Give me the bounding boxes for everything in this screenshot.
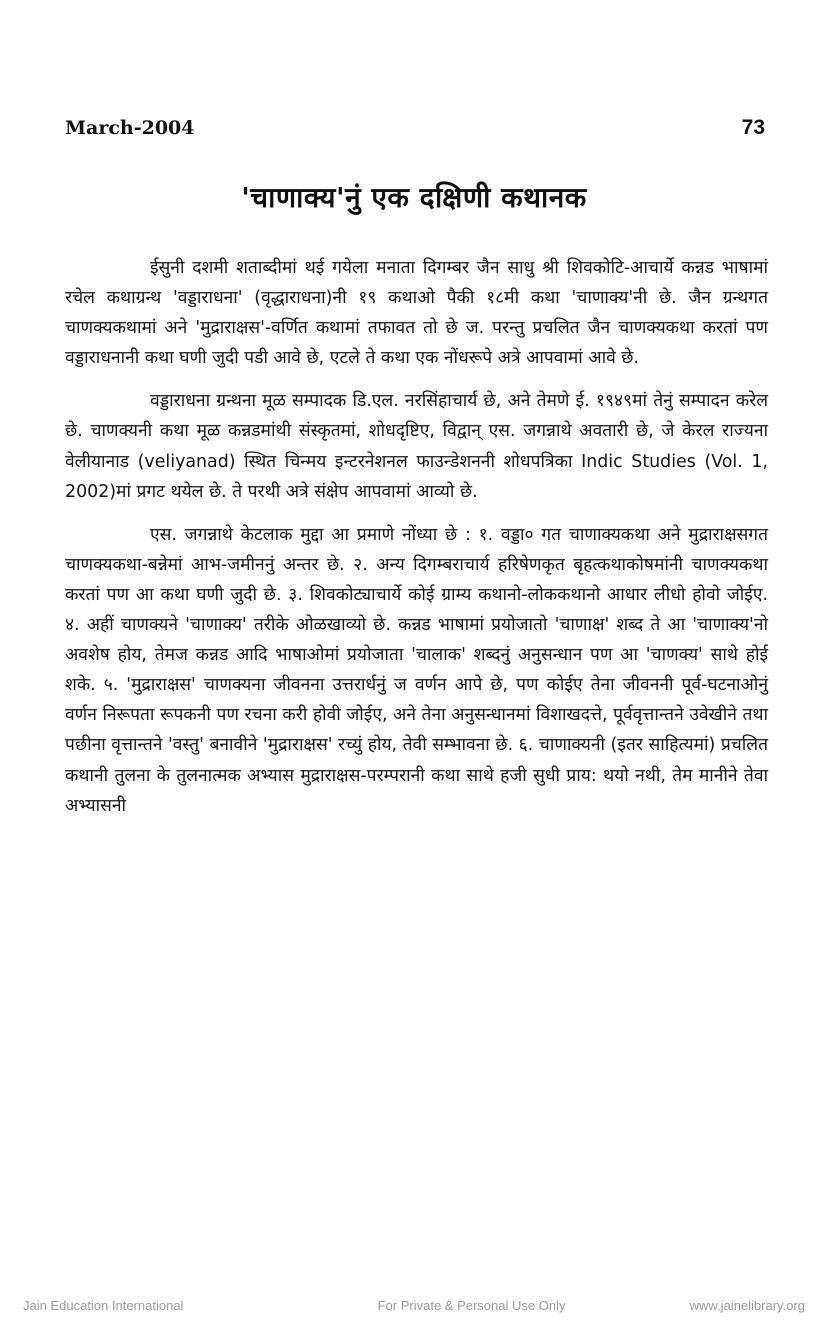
article-body — [65, 253, 768, 834]
article-title: 'चाणाक्य'नुं एक दक्षिणी कथानक — [241, 181, 587, 214]
issue-date: March-2004 — [65, 117, 195, 139]
paragraph-1: ईसुनी दशमी शताब्दीमां थई गयेला मनाता दिगम्बर जैन साधु श्री शिवकोटि-आचार्ये कन्नड भाषामां रचेल कथाग्रन्थ 'वड्डाराधना' (वृद्धाराधना)नी १९ कथाओ पैकी १८मी कथा 'चाणाक्य'नी छे. जैन ग्रन्थगत चाणक्यकथामां अने 'मुद्राराक्षस'-वर्णित कथामां तफावत तो छे ज. परन्तु प्रचलित जैन चाणक्यकथा करतां पण वड्डाराधनानी कथा घणी जुदी पडी आवे छे, एटले ते कथा एक नोंधरूपे अत्रे आपवामां आवे छे. — [65, 258, 768, 369]
page-footer — [23, 1298, 805, 1313]
page-header — [65, 113, 765, 143]
footer-usage-note: For Private & Personal Use Only — [377, 1298, 566, 1313]
footer-website-link[interactable]: www.jainelibrary.org — [689, 1298, 805, 1313]
footer-publisher: Jain Education International — [23, 1298, 184, 1313]
page-number: 73 — [741, 116, 765, 139]
paragraph-3: एस. जगन्नाथे केटलाक मुद्दा आ प्रमाणे नोंध्या छे : १. वड्डा० गत चाणाक्यकथा अने मुद्राराक्षसगत चाणक्यकथा-बन्नेमां आभ-जमीननुं अन्तर छे. २. अन्य दिगम्बराचार्य हरिषेणकृत बृहत्कथाकोषमांनी चाणक्यकथा करतां पण आ कथा घणी जुदी छे. ३. शिवकोट्याचार्ये कोई ग्राम्य कथानो-लोककथानो आधार लीधो होवो जोईए. ४. अहीं चाणक्यने 'चाणाक्य' तरीके ओळखाव्यो छे. कन्नड भाषामां प्रयोजातो 'चाणाक्ष' शब्द ते आ 'चाणाक्य'नो अवशेष होय, तेमज कन्नड आदि भाषाओमां प्रयोजाता 'चालाक' शब्दनुं अनुसन्धान पण आ 'चाणक्य' साथे होई शके. ५. 'मुद्राराक्षस' चाणक्यना जीवनना उत्तरार्धनुं ज वर्णन आपे छे, पण कोईए तेना जीवननी पूर्व-घटनाओनुं वर्णन निरूपता रूपकनी पण रचना करी होवी जोईए, अने तेना अनुसन्धानमां विशाखदत्ते, पूर्ववृत्तान्तने उवेखीने तथा पछीना वृत्तान्तने 'वस्तु' बनावीने 'मुद्राराक्षस' रच्युं होय, तेवी सम्भावना छे. ६. चाणाक्यनी (इतर साहित्यमां) प्रचलित कथानी तुलना के तुलनात्मक अभ्यास मुद्राराक्षस-परम्परानी कथा साथे हजी सुधी प्राय: थयो नथी, तेम मानीने तेवा अभ्यासनी — [65, 524, 768, 816]
paragraph-2: वड्डाराधना ग्रन्थना मूळ सम्पादक डि.एल. नरसिंहाचार्य छे, अने तेमणे ई. १९४९मां तेनुं सम्पादन करेल छे. चाणक्यनी कथा मूळ कन्नडमांथी संस्कृतमां, शोधदृष्टिए, विद्वान् एस. जगन्नाथे अवतारी छे, जे केरल राज्यना वेलीयानाड (veliyanad) स्थित चिन्मय इन्टरनेशनल फाउन्डेशननी शोधपत्रिका Indic Studies (Vol. 1, 2002)मां प्रगट थयेल छे. ते परथी अत्रे संक्षेप आपवामां आव्यो छे. — [65, 391, 768, 502]
